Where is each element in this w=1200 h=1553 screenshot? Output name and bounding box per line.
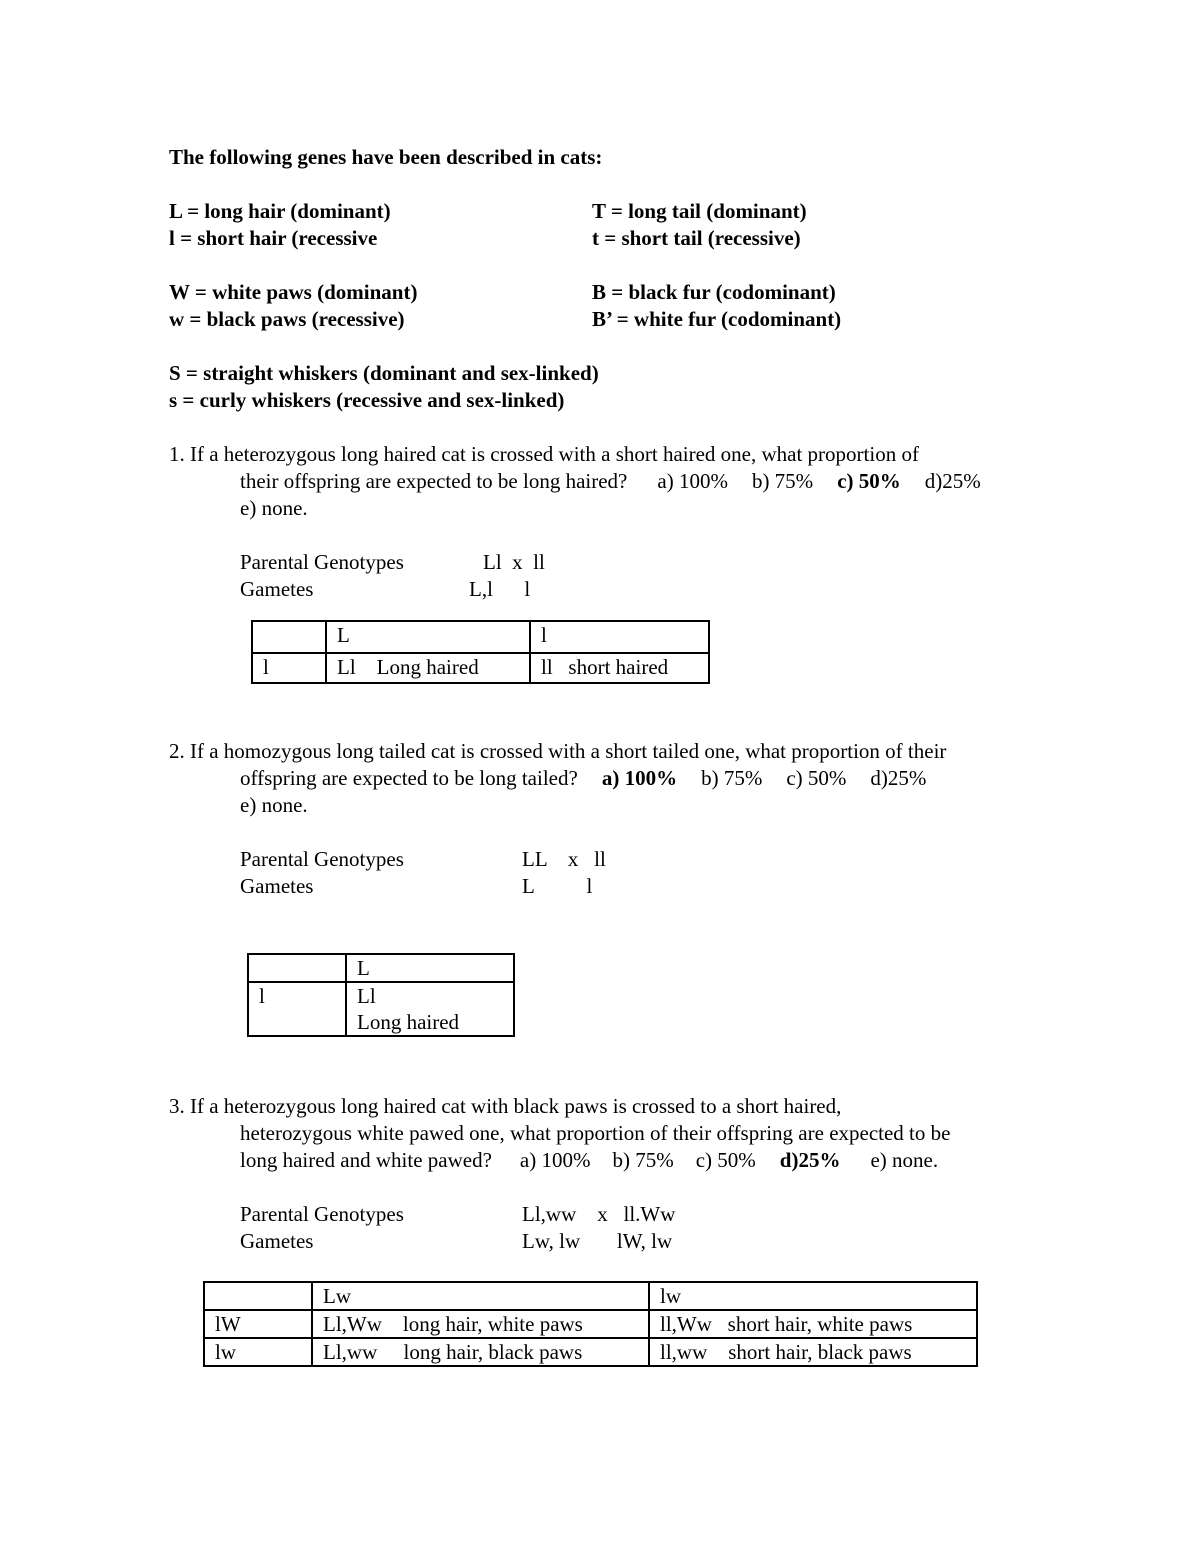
q1-gametes-value: L,l l xyxy=(469,577,531,601)
q3-line2: heterozygous white pawed one, what proportion of their offspring are expected to be xyxy=(240,1121,951,1145)
q2-header-L: L xyxy=(346,954,514,982)
q2-corner-cell xyxy=(248,954,346,982)
q2-row-label: l xyxy=(248,982,346,1036)
q3-line1: 3. If a heterozygous long haired cat with black paws is crossed to a short haired, xyxy=(169,1094,842,1118)
q2-gametes-value: L l xyxy=(522,874,593,898)
q3-parental-label: Parental Genotypes xyxy=(240,1202,404,1226)
q3-gametes-value: Lw, lw lW, lw xyxy=(522,1229,673,1253)
q2-parental-value: LL x ll xyxy=(522,847,606,871)
gene-l: l = short hair (recessive xyxy=(169,226,378,250)
q3-cell-lW-lw: ll,Ww short hair, white paws xyxy=(649,1310,977,1338)
gene-s: s = curly whiskers (recessive and sex-linked) xyxy=(169,388,565,412)
gene-T: T = long tail (dominant) xyxy=(592,199,807,223)
q3-option-e: e) none. xyxy=(870,1148,939,1172)
q2-option-a-answer: a) 100% xyxy=(601,766,678,790)
q2-cell-genotype: Ll xyxy=(357,984,376,1008)
q2-line1: 2. If a homozygous long tailed cat is crossed with a short tailed one, what proportion of their xyxy=(169,739,947,763)
gene-B-prime: B’ = white fur (codominant) xyxy=(592,307,842,331)
q3-punnett-square xyxy=(203,1281,978,1367)
q1-line1: 1. If a heterozygous long haired cat is crossed with a short haired one, what proportion of xyxy=(169,442,919,466)
q2-option-d: d)25% xyxy=(870,766,927,790)
q2-gametes-label: Gametes xyxy=(240,874,314,898)
q3-option-a: a) 100% xyxy=(519,1148,591,1172)
q2-cell xyxy=(346,982,514,1036)
q3-cell-lW-Lw: Ll,Ww long hair, white paws xyxy=(312,1310,649,1338)
q3-option-b: b) 75% xyxy=(612,1148,674,1172)
gene-t: t = short tail (recessive) xyxy=(592,226,801,250)
q1-cell-long: Ll Long haired xyxy=(326,653,530,683)
q1-row-label: l xyxy=(252,653,326,683)
q3-header-Lw: Lw xyxy=(312,1282,649,1310)
q3-row-label-lw: lw xyxy=(204,1338,312,1366)
q2-cell-phenotype: Long haired xyxy=(357,1010,460,1034)
q3-option-c: c) 50% xyxy=(695,1148,756,1172)
q2-option-b: b) 75% xyxy=(701,766,763,790)
q3-gametes-label: Gametes xyxy=(240,1229,314,1253)
page-title: The following genes have been described in cats: xyxy=(169,145,603,169)
q1-gametes-label: Gametes xyxy=(240,577,314,601)
gene-L: L = long hair (dominant) xyxy=(169,199,391,223)
q2-option-e: e) none. xyxy=(240,793,308,817)
q3-line3 xyxy=(240,1147,938,1173)
q3-row-label-lW: lW xyxy=(204,1310,312,1338)
q1-option-c-answer: c) 50% xyxy=(837,469,901,493)
q1-corner-cell xyxy=(252,621,326,653)
gene-w: w = black paws (recessive) xyxy=(169,307,405,331)
q2-option-c: c) 50% xyxy=(786,766,847,790)
q1-line2 xyxy=(240,468,981,494)
q2-line2 xyxy=(240,765,926,791)
q3-corner-cell xyxy=(204,1282,312,1310)
q1-option-e: e) none. xyxy=(240,496,308,520)
gene-S: S = straight whiskers (dominant and sex-linked) xyxy=(169,361,599,385)
q3-parental-value: Ll,ww x ll.Ww xyxy=(522,1202,676,1226)
q1-question-text: their offspring are expected to be long haired? xyxy=(240,469,628,493)
q1-punnett-square xyxy=(251,620,710,684)
q3-cell-lw-lw: ll,ww short hair, black paws xyxy=(649,1338,977,1366)
gene-W: W = white paws (dominant) xyxy=(169,280,418,304)
q3-question-text: long haired and white pawed? xyxy=(240,1148,492,1172)
q1-cell-short: ll short haired xyxy=(530,653,709,683)
gene-B: B = black fur (codominant) xyxy=(592,280,836,304)
q3-header-lw: lw xyxy=(649,1282,977,1310)
q2-question-text: offspring are expected to be long tailed? xyxy=(240,766,578,790)
q1-option-b: b) 75% xyxy=(751,469,814,493)
q3-cell-lw-Lw: Ll,ww long hair, black paws xyxy=(312,1338,649,1366)
q1-option-d: d)25% xyxy=(924,469,981,493)
q1-header-L: L xyxy=(326,621,530,653)
q3-option-d-answer: d)25% xyxy=(779,1148,841,1172)
q1-header-l: l xyxy=(530,621,709,653)
q2-punnett-square xyxy=(247,953,515,1037)
q1-parental-label: Parental Genotypes xyxy=(240,550,404,574)
q2-parental-label: Parental Genotypes xyxy=(240,847,404,871)
q1-option-a: a) 100% xyxy=(657,469,728,493)
q1-parental-value: Ll x ll xyxy=(483,550,545,574)
